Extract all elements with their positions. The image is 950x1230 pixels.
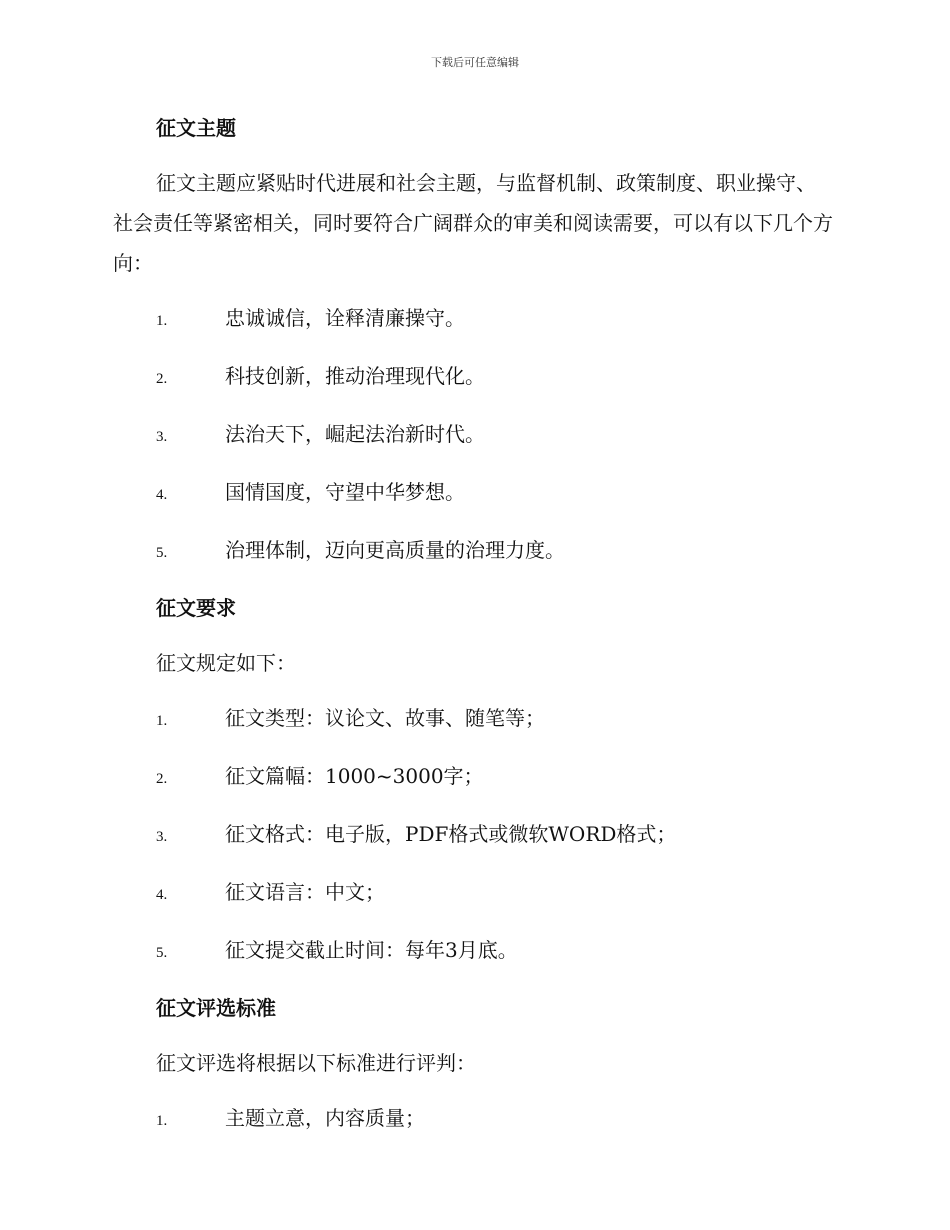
list-number: 2. [156, 771, 168, 787]
section-intro-criteria: 征文评选将根据以下标准进行评判： [156, 1051, 476, 1075]
criteria-list [113, 1098, 833, 1141]
list-number: 5. [156, 945, 168, 961]
section-intro-requirements: 征文规定如下： [156, 651, 296, 675]
list-text: 法治天下，崛起法治新时代。 [225, 422, 485, 446]
page-header: 下载后可任意编辑 [431, 56, 519, 69]
list-number: 1. [156, 313, 168, 329]
list-text: 征文提交截止时间：每年3月底。 [225, 938, 518, 962]
list-text: 征文语言：中文； [225, 880, 385, 904]
list-text: 科技创新，推动治理现代化。 [225, 364, 485, 388]
list-number: 2. [156, 371, 168, 387]
list-item [113, 930, 833, 973]
list-item [113, 530, 833, 573]
list-number: 3. [156, 429, 168, 445]
list-item [113, 756, 833, 799]
list-item [113, 414, 833, 457]
list-item [113, 872, 833, 915]
list-text: 主题立意，内容质量； [225, 1106, 425, 1130]
list-item [113, 472, 833, 515]
list-text: 忠诚诚信，诠释清廉操守。 [225, 306, 465, 330]
list-number: 1. [156, 1113, 168, 1129]
list-number: 5. [156, 545, 168, 561]
list-text: 征文篇幅：1000~3000字； [225, 764, 484, 788]
theme-list [113, 298, 833, 573]
list-text: 治理体制，迈向更高质量的治理力度。 [225, 538, 565, 562]
list-item [113, 814, 833, 857]
requirements-list [113, 698, 833, 973]
list-text: 征文类型：议论文、故事、随笔等； [225, 706, 545, 730]
list-number: 4. [156, 887, 168, 903]
section-title-requirements: 征文要求 [156, 596, 236, 620]
list-item [113, 356, 833, 399]
list-number: 1. [156, 713, 168, 729]
section-intro-theme: 征文主题应紧贴时代进展和社会主题，与监督机制、政策制度、职业操守、社会责任等紧密相关，同时要符合广阔群众的审美和阅读需要，可以有以下几个方向： [113, 171, 833, 275]
list-text: 征文格式：电子版，PDF格式或微软WORD格式； [225, 822, 677, 846]
document-body [113, 108, 833, 1141]
list-item [113, 698, 833, 741]
list-item [113, 1098, 833, 1141]
list-text: 国情国度，守望中华梦想。 [225, 480, 465, 504]
section-title-criteria: 征文评选标准 [156, 996, 276, 1020]
list-item [113, 298, 833, 341]
section-title-theme: 征文主题 [156, 116, 236, 140]
list-number: 3. [156, 829, 168, 845]
list-number: 4. [156, 487, 168, 503]
